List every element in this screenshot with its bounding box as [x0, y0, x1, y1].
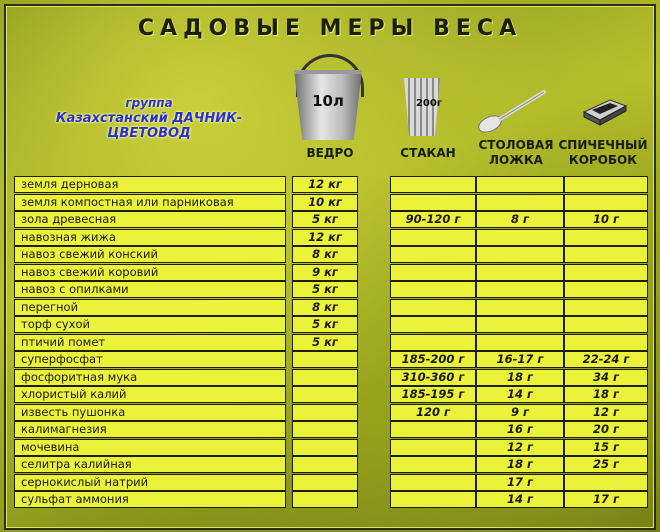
row-spoon-cell: 8 г [476, 211, 564, 228]
row-name-cell: земля компостная или парниковая [14, 194, 286, 211]
row-spoon-cell: 17 г [476, 474, 564, 491]
row-spoon-cell: 16-17 г [476, 351, 564, 368]
row-name-cell: навоз свежий коровий [14, 264, 286, 281]
row-bucket-cell: 8 кг [292, 299, 358, 316]
row-spoon-cell: 12 г [476, 439, 564, 456]
row-glass-cell [390, 316, 476, 333]
row-name-cell: хлористый калий [14, 386, 286, 403]
table-row [14, 211, 650, 228]
table-row [14, 351, 650, 368]
glass-icon-label: 200г [415, 98, 443, 109]
row-spoon-cell: 18 г [476, 369, 564, 386]
row-glass-cell: 120 г [390, 404, 476, 421]
row-glass-cell: 185-195 г [390, 386, 476, 403]
row-bucket-cell [292, 491, 358, 508]
row-spoon-cell [476, 229, 564, 246]
row-glass-cell [390, 491, 476, 508]
row-name-cell: мочевина [14, 439, 286, 456]
row-matchbox-cell [564, 264, 648, 281]
row-bucket-cell [292, 386, 358, 403]
row-name-cell: земля дерновая [14, 176, 286, 193]
row-name-cell: зола древесная [14, 211, 286, 228]
column-header-spoon-line1: СТОЛОВАЯ [478, 138, 554, 152]
row-name-cell: селитра калийная [14, 456, 286, 473]
row-matchbox-cell: 34 г [564, 369, 648, 386]
row-matchbox-cell: 15 г [564, 439, 648, 456]
row-glass-cell [390, 264, 476, 281]
row-bucket-cell: 5 кг [292, 334, 358, 351]
table-row [14, 369, 650, 386]
matchbox-icon [580, 96, 628, 126]
row-matchbox-cell: 17 г [564, 491, 648, 508]
row-bucket-cell: 5 кг [292, 281, 358, 298]
row-name-cell: суперфосфат [14, 351, 286, 368]
row-bucket-cell: 5 кг [292, 211, 358, 228]
row-matchbox-cell [564, 281, 648, 298]
row-bucket-cell [292, 474, 358, 491]
row-bucket-cell: 5 кг [292, 316, 358, 333]
table-row [14, 456, 650, 473]
row-name-cell: навозная жижа [14, 229, 286, 246]
row-bucket-cell [292, 404, 358, 421]
table-row [14, 474, 650, 491]
row-glass-cell [390, 439, 476, 456]
column-header-glass: СТАКАН [400, 146, 456, 160]
row-bucket-cell [292, 351, 358, 368]
row-matchbox-cell: 22-24 г [564, 351, 648, 368]
spoon-icon [476, 86, 548, 136]
row-bucket-cell [292, 421, 358, 438]
row-bucket-cell: 10 кг [292, 194, 358, 211]
bucket-icon-label: 10л [312, 92, 344, 110]
table-row [14, 404, 650, 421]
table-row [14, 316, 650, 333]
column-header-spoon-line2: ЛОЖКА [489, 153, 543, 167]
row-bucket-cell [292, 439, 358, 456]
row-glass-cell [390, 299, 476, 316]
row-name-cell: калимагнезия [14, 421, 286, 438]
table-row [14, 264, 650, 281]
row-matchbox-cell: 12 г [564, 404, 648, 421]
row-glass-cell [390, 176, 476, 193]
table-row [14, 176, 650, 193]
row-glass-cell: 90-120 г [390, 211, 476, 228]
row-name-cell: навоз с опилками [14, 281, 286, 298]
row-matchbox-cell [564, 246, 648, 263]
row-glass-cell [390, 246, 476, 263]
row-name-cell: фосфоритная мука [14, 369, 286, 386]
row-bucket-cell [292, 456, 358, 473]
row-matchbox-cell [564, 229, 648, 246]
row-glass-cell [390, 474, 476, 491]
row-bucket-cell: 12 кг [292, 176, 358, 193]
row-name-cell: известь пушонка [14, 404, 286, 421]
row-matchbox-cell [564, 176, 648, 193]
row-matchbox-cell [564, 194, 648, 211]
row-name-cell: сульфат аммония [14, 491, 286, 508]
row-spoon-cell [476, 194, 564, 211]
row-name-cell: перегной [14, 299, 286, 316]
table-row [14, 386, 650, 403]
row-bucket-cell [292, 369, 358, 386]
row-glass-cell [390, 421, 476, 438]
column-header-matchbox [550, 138, 656, 168]
table-row [14, 491, 650, 508]
row-spoon-cell [476, 334, 564, 351]
row-name-cell: торф сухой [14, 316, 286, 333]
row-name-cell: сернокислый натрий [14, 474, 286, 491]
row-matchbox-cell [564, 316, 648, 333]
row-glass-cell [390, 456, 476, 473]
table-row [14, 439, 650, 456]
bucket-icon [292, 54, 364, 138]
row-bucket-cell: 9 кг [292, 264, 358, 281]
row-bucket-cell: 12 кг [292, 229, 358, 246]
row-spoon-cell: 16 г [476, 421, 564, 438]
table-row [14, 229, 650, 246]
row-spoon-cell [476, 281, 564, 298]
row-matchbox-cell [564, 334, 648, 351]
row-matchbox-cell [564, 474, 648, 491]
table-row [14, 246, 650, 263]
column-header-bucket: ВЕДРО [306, 146, 354, 160]
row-glass-cell [390, 194, 476, 211]
row-matchbox-cell: 20 г [564, 421, 648, 438]
row-matchbox-cell: 10 г [564, 211, 648, 228]
row-glass-cell: 310-360 г [390, 369, 476, 386]
table-row [14, 194, 650, 211]
row-glass-cell [390, 229, 476, 246]
row-name-cell: навоз свежий конский [14, 246, 286, 263]
row-spoon-cell: 14 г [476, 386, 564, 403]
column-header-matchbox-line1: СПИЧЕЧНЫЙ [558, 138, 648, 152]
glass-icon [404, 78, 443, 136]
row-spoon-cell: 18 г [476, 456, 564, 473]
row-matchbox-cell: 25 г [564, 456, 648, 473]
row-name-cell: птичий помет [14, 334, 286, 351]
group-caption [24, 96, 274, 141]
table-row [14, 299, 650, 316]
column-header-matchbox-line2: КОРОБОК [568, 153, 638, 167]
row-bucket-cell: 8 кг [292, 246, 358, 263]
row-glass-cell: 185-200 г [390, 351, 476, 368]
row-spoon-cell [476, 299, 564, 316]
row-spoon-cell [476, 264, 564, 281]
table-row [14, 421, 650, 438]
group-caption-line2: Казахстанский ДАЧНИК-ЦВЕТОВОД [55, 111, 243, 141]
row-matchbox-cell: 18 г [564, 386, 648, 403]
row-glass-cell [390, 334, 476, 351]
table-row [14, 334, 650, 351]
page-title: САДОВЫЕ МЕРЫ ВЕСА [137, 16, 523, 41]
group-caption-line1: группа [125, 96, 173, 110]
row-spoon-cell [476, 246, 564, 263]
row-spoon-cell [476, 316, 564, 333]
row-spoon-cell: 14 г [476, 491, 564, 508]
row-spoon-cell: 9 г [476, 404, 564, 421]
row-matchbox-cell [564, 299, 648, 316]
row-spoon-cell [476, 176, 564, 193]
row-glass-cell [390, 281, 476, 298]
table-row [14, 281, 650, 298]
